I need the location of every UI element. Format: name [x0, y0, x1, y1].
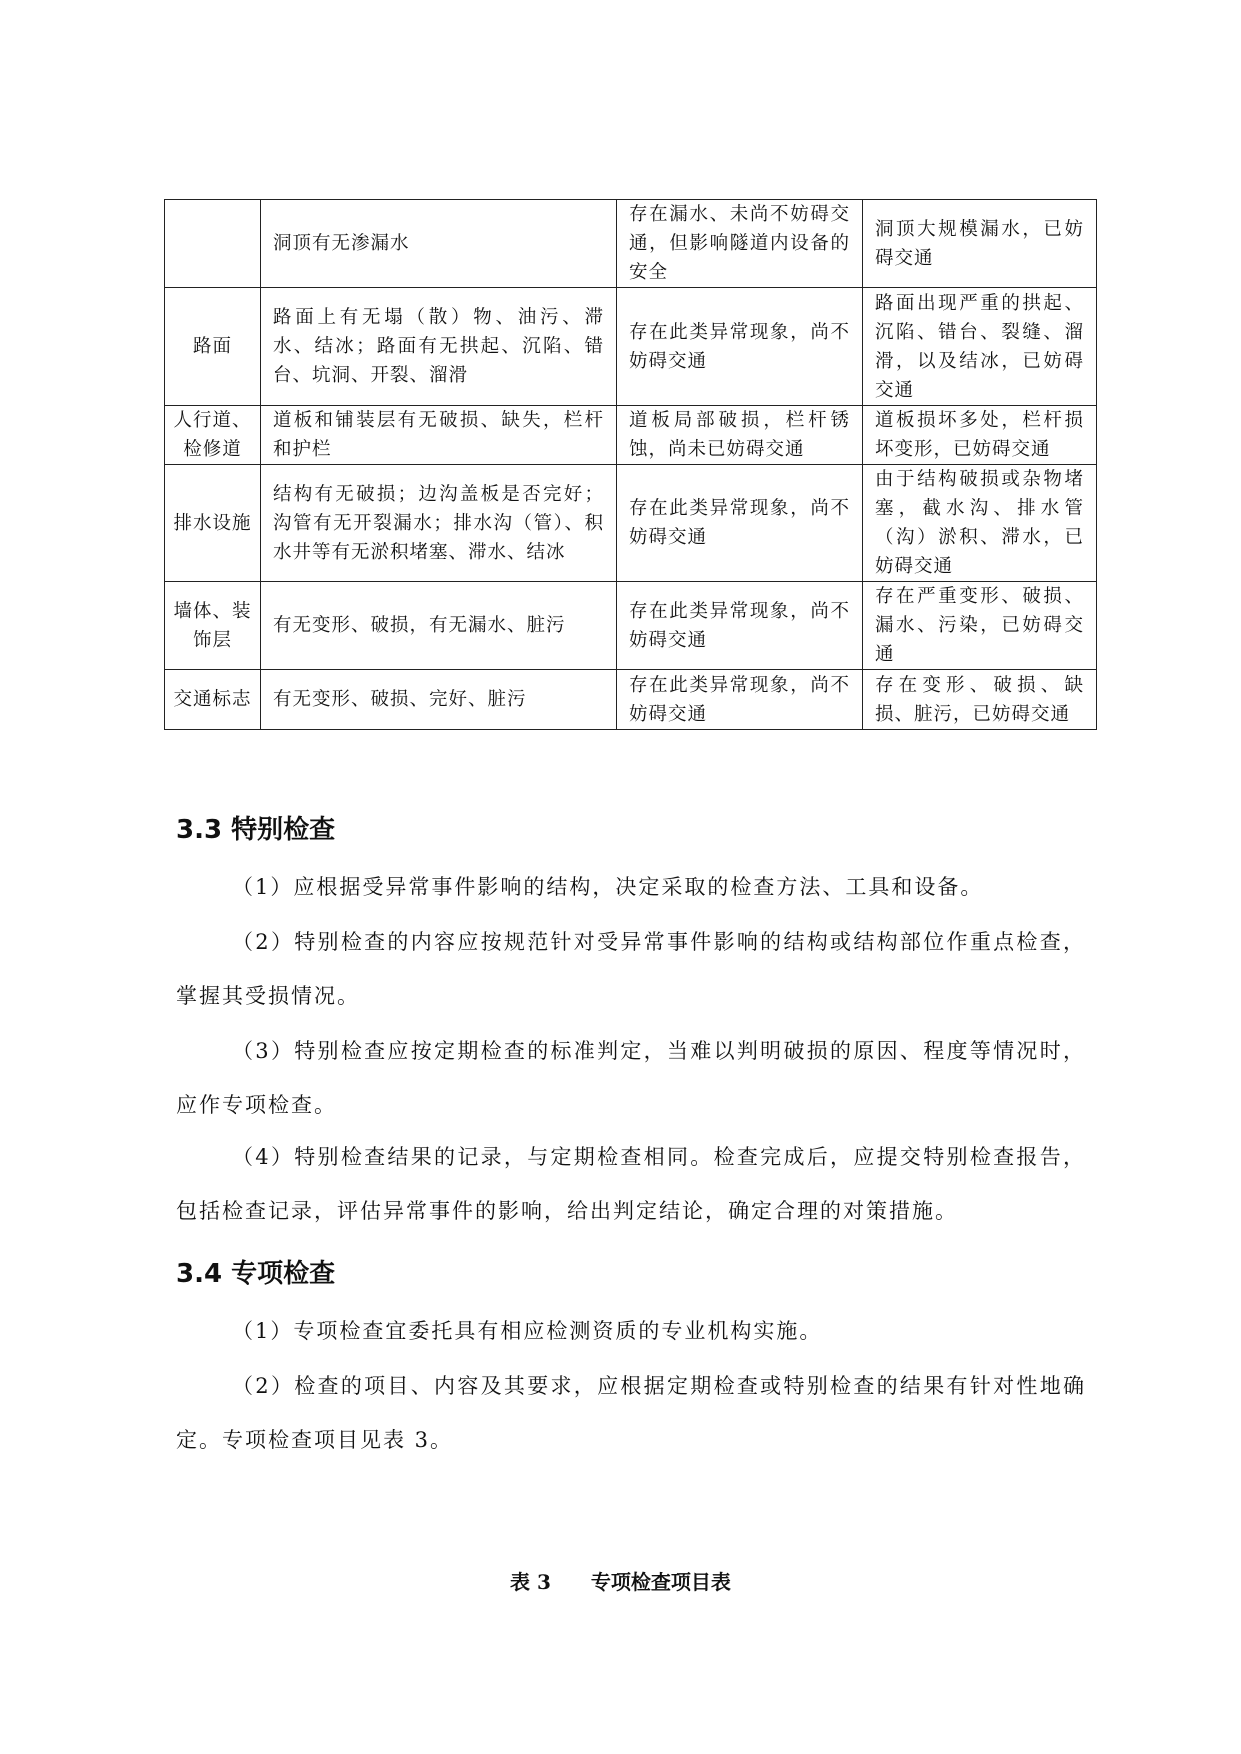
- table-cell-content: 道板和铺装层有无破损、缺失，栏杆和护栏: [261, 406, 617, 465]
- table-row: [165, 582, 1097, 670]
- table-cell-content: 有无变形、破损、完好、脏污: [261, 670, 617, 730]
- table-cell-part: 路面: [165, 288, 261, 406]
- table-cell-part: 排水设施: [165, 465, 261, 582]
- table-cell-serious: 由于结构破损或杂物堵塞，截水沟、排水管（沟）淤积、滞水，已妨碍交通: [863, 465, 1097, 582]
- paragraph: （4）特别检查结果的记录，与定期检查相同。检查完成后，应提交特别检查报告，包括检查记录，评估异常事件的影响，给出判定结论，确定合理的对策措施。: [176, 1145, 1086, 1223]
- table-row: [165, 465, 1097, 582]
- table-cell-serious: 道板损坏多处，栏杆损坏变形，已妨碍交通: [863, 406, 1097, 465]
- table-cell-part: 墙体、装饰层: [165, 582, 261, 670]
- table-cell-content: 路面上有无塌（散）物、油污、滞水、结冰；路面有无拱起、沉陷、错台、坑洞、开裂、溜滑: [261, 288, 617, 406]
- table-cell-general: 道板局部破损，栏杆锈蚀，尚未已妨碍交通: [617, 406, 863, 465]
- table-cell-general: 存在漏水、未尚不妨碍交通，但影响隧道内设备的安全: [617, 200, 863, 288]
- table-cell-part: 人行道、检修道: [165, 406, 261, 465]
- paragraph: （1）专项检查宜委托具有相应检测资质的专业机构实施。: [232, 1319, 823, 1343]
- table-caption: 表 3 专项检查项目表: [510, 1570, 731, 1594]
- section-heading-3-4: 3.4 专项检查: [176, 1259, 336, 1289]
- paragraph: （3）特别检查应按定期检查的标准判定，当难以判明破损的原因、程度等情况时，应作专项检查。: [176, 1039, 1086, 1117]
- table-row: [165, 670, 1097, 730]
- paragraph: （2）检查的项目、内容及其要求，应根据定期检查或特别检查的结果有针对性地确定。专项检查项目见表 3。: [176, 1374, 1086, 1452]
- table-cell-serious: 洞顶大规模漏水，已妨碍交通: [863, 200, 1097, 288]
- paragraph: （2）特别检查的内容应按规范针对受异常事件影响的结构或结构部位作重点检查，掌握其受损情况。: [176, 930, 1086, 1008]
- paragraph: （1）应根据受异常事件影响的结构，决定采取的检查方法、工具和设备。: [232, 875, 984, 899]
- section-heading-3-3: 3.3 特别检查: [176, 815, 336, 845]
- inspection-table: [164, 199, 1097, 730]
- table-cell-content: 洞顶有无渗漏水: [261, 200, 617, 288]
- table-row: [165, 200, 1097, 288]
- table-cell-general: 存在此类异常现象，尚不妨碍交通: [617, 465, 863, 582]
- table-cell-serious: 存在严重变形、破损、漏水、污染，已妨碍交通: [863, 582, 1097, 670]
- table-cell-part: 交通标志: [165, 670, 261, 730]
- table-cell-serious: 路面出现严重的拱起、沉陷、错台、裂缝、溜滑，以及结冰，已妨碍交通: [863, 288, 1097, 406]
- table-cell-general: 存在此类异常现象，尚不妨碍交通: [617, 288, 863, 406]
- table-cell-general: 存在此类异常现象，尚不妨碍交通: [617, 670, 863, 730]
- table-cell-part: [165, 200, 261, 288]
- table-cell-content: 有无变形、破损，有无漏水、脏污: [261, 582, 617, 670]
- table-cell-serious: 存在变形、破损、缺损、脏污，已妨碍交通: [863, 670, 1097, 730]
- table-row: [165, 288, 1097, 406]
- table-cell-general: 存在此类异常现象，尚不妨碍交通: [617, 582, 863, 670]
- table-cell-content: 结构有无破损；边沟盖板是否完好；沟管有无开裂漏水；排水沟（管）、积水井等有无淤积堵塞、滞水、结冰: [261, 465, 617, 582]
- table-row: [165, 406, 1097, 465]
